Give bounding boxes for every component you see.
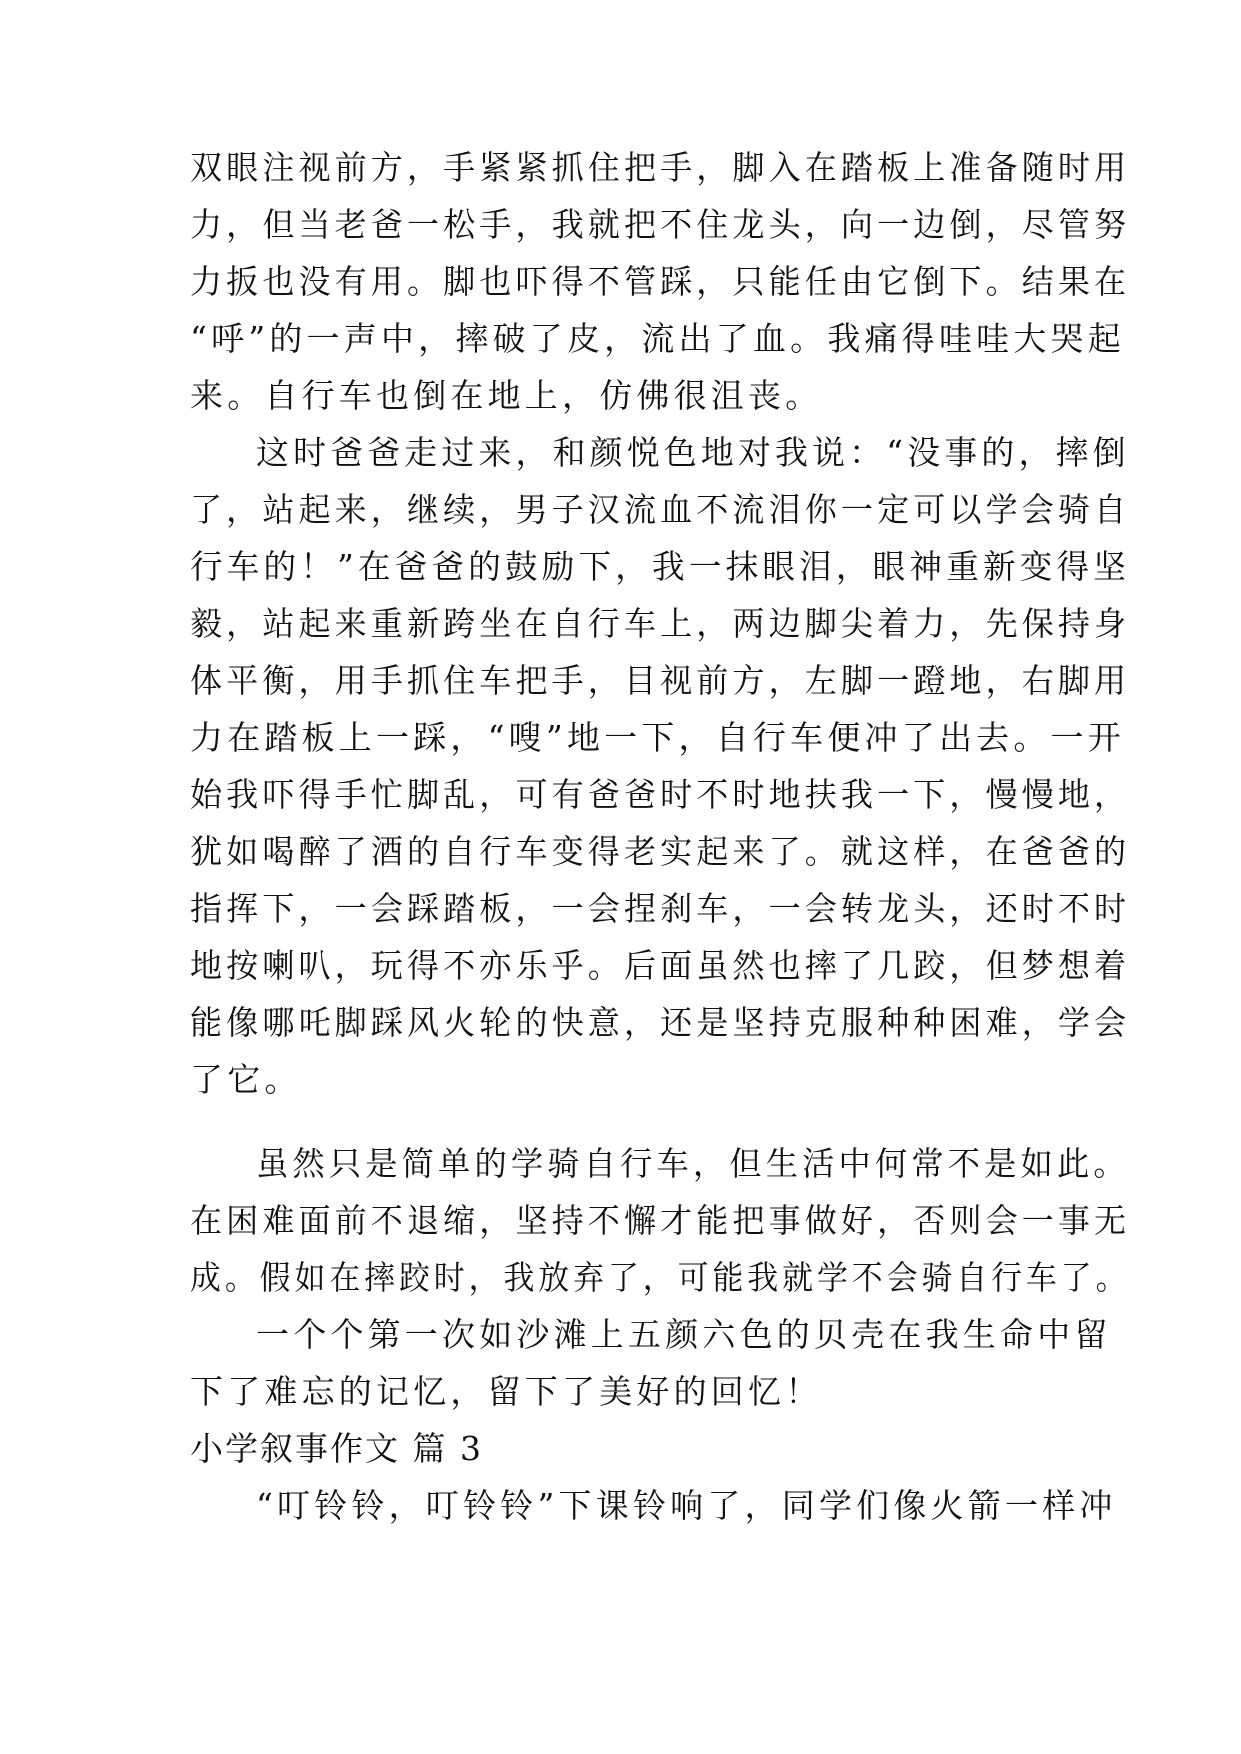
text-line: 力在踏板上一踩，“嗖”地一下，自行车便冲了出去。一开 — [190, 718, 1125, 757]
text-line: 犹如喝醉了酒的自行车变得老实起来了。就这样，在爸爸的 — [190, 832, 1131, 871]
text-line: 虽然只是简单的学骑自行车，但生活中何常不是如此。 — [256, 1144, 1130, 1183]
text-line: 成。假如在摔跤时，我放弃了，可能我就学不会骑自行车了。 — [190, 1258, 1131, 1297]
text-line: 始我吓得手忙脚乱，可有爸爸时不时地扶我一下，慢慢地， — [190, 775, 1131, 814]
text-line: 在困难面前不退缩，坚持不懈才能把事做好，否则会一事无 — [190, 1201, 1131, 1240]
text-line: 下了难忘的记忆，留下了美好的回忆！ — [190, 1372, 823, 1411]
section-heading: 小学叙事作文 篇 3 — [190, 1429, 483, 1468]
text-line: 双眼注视前方，手紧紧抓住把手，脚入在踏板上准备随时用 — [190, 148, 1131, 187]
text-line: 力，但当老爸一松手，我就把不住龙头，向一边倒，尽管努 — [190, 205, 1131, 244]
text-line: 指挥下，一会踩踏板，一会捏刹车，一会转龙头，还时不时 — [190, 889, 1131, 928]
text-line: 能像哪吒脚踩风火轮的快意，还是坚持克服种种困难，学会 — [190, 1003, 1131, 1042]
text-line: 这时爸爸走过来，和颜悦色地对我说：“没事的，摔倒 — [256, 433, 1130, 472]
text-line: 力扳也没有用。脚也吓得不管踩，只能任由它倒下。结果在 — [190, 262, 1131, 301]
text-line: “呼”的一声中，摔破了皮，流出了血。我痛得哇哇大哭起 — [190, 319, 1125, 358]
text-line: 体平衡，用手抓住车把手，目视前方，左脚一蹬地，右脚用 — [190, 661, 1131, 700]
text-line: 一个个第一次如沙滩上五颜六色的贝壳在我生命中留 — [256, 1315, 1112, 1354]
text-line: 了它。 — [190, 1060, 302, 1099]
text-line: 了，站起来，继续，男子汉流血不流泪你一定可以学会骑自 — [190, 490, 1131, 529]
text-line: 行车的！”在爸爸的鼓励下，我一抹眼泪，眼神重新变得坚 — [190, 547, 1131, 586]
text-line: “叮铃铃，叮铃铃”下课铃响了，同学们像火箭一样冲 — [256, 1486, 1117, 1525]
text-line: 地按喇叭，玩得不亦乐乎。后面虽然也摔了几跤，但梦想着 — [190, 946, 1131, 985]
text-line: 毅，站起来重新跨坐在自行车上，两边脚尖着力，先保持身 — [190, 604, 1131, 643]
text-line: 来。自行车也倒在地上，仿佛很沮丧。 — [190, 376, 823, 415]
